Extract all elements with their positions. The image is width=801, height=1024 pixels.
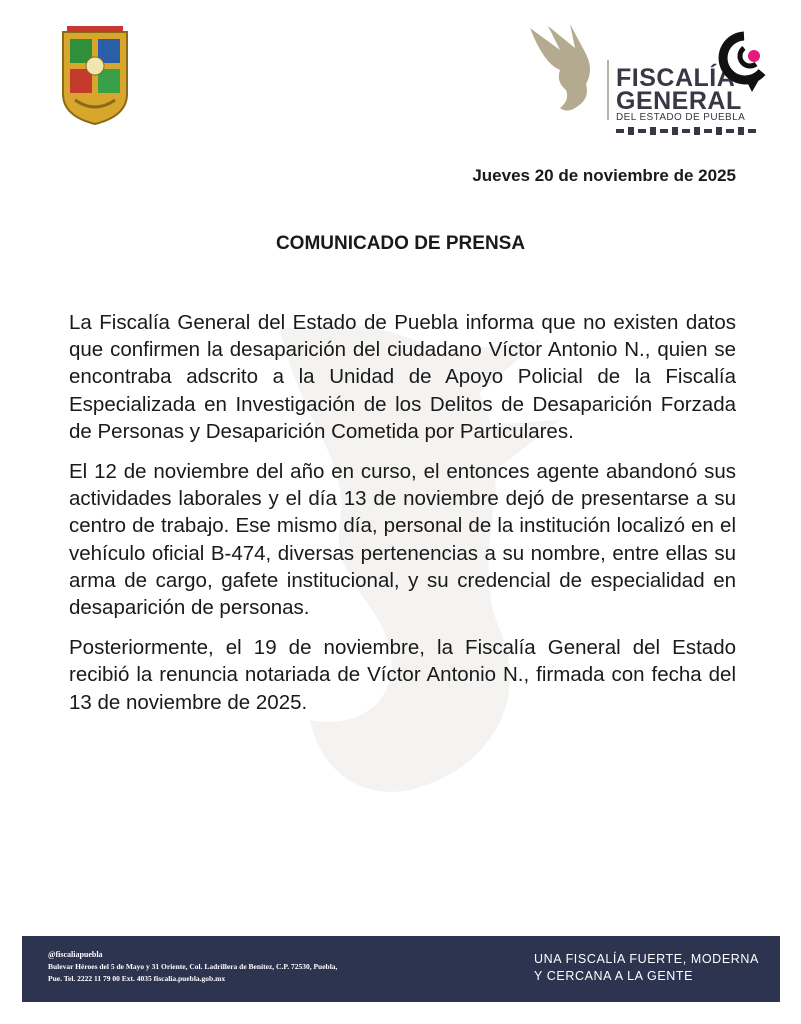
footer-slogan xyxy=(534,951,774,985)
logo-line-2: GENERAL xyxy=(616,87,742,115)
puebla-coat-of-arms-icon xyxy=(57,24,133,126)
logo-divider xyxy=(607,60,609,120)
contact-address xyxy=(48,961,418,985)
paragraph-2: El 12 de noviembre del año en curso, el entonces agente abandonó sus actividades laborales y el día 13 de noviembre dejó de presentarse a su centro de trabajo. Ese mismo día, personal de la institución localizó en el vehículo oficial B-474, diversas pertenencias a su nombre, entre ellas su arma de cargo, gafete institucional, y su credencial de especialidad en desaparición de personas. xyxy=(69,460,736,620)
slogan-line-2: Y CERCANA A LA GENTE xyxy=(534,969,694,983)
decorative-pattern-icon xyxy=(616,127,766,135)
document-title: COMUNICADO DE PRENSA xyxy=(275,233,526,254)
paragraph-1: La Fiscalía General del Estado de Puebla informa que no existen datos que confirmen la desaparición del ciudadano Víctor Antonio N., quien se encontraba adscrito a la Unidad de Apoyo Policial de la Fiscalía Especializada en Investigación de los Delitos de Desaparición Forzada de Personas y Desaparición Cometida por Particulares. xyxy=(69,311,736,443)
fiscalia-logo xyxy=(520,20,770,123)
goddess-profile-icon xyxy=(520,20,600,115)
social-handle: @fiscaliapuebla xyxy=(48,950,103,959)
press-release-body xyxy=(69,309,736,729)
logo-line-3: DEL ESTADO DE PUEBLA xyxy=(616,112,746,123)
footer-banner xyxy=(22,936,780,1002)
address-line-2: Pue. Tel. 2222 11 79 00 Ext. 4035 fiscalia.puebla.gob.mx xyxy=(48,974,226,983)
paragraph-3: Posteriormente, el 19 de noviembre, la Fiscalía General del Estado recibió la renuncia notariada de Víctor Antonio N., firmada con fecha del 13 de noviembre de 2025. xyxy=(69,636,736,714)
speech-bubble-c-icon xyxy=(716,30,772,94)
slogan-line-1: UNA FISCALÍA FUERTE, MODERNA xyxy=(534,952,759,966)
address-line-1: Bulevar Héroes del 5 de Mayo y 31 Oriente, Col. Ladrillera de Benítez, C.P. 72530, Puebla, xyxy=(48,962,338,971)
logo-line-1: FISCALÍA xyxy=(616,64,736,92)
press-date: Jueves 20 de noviembre de 2025 xyxy=(472,166,736,185)
